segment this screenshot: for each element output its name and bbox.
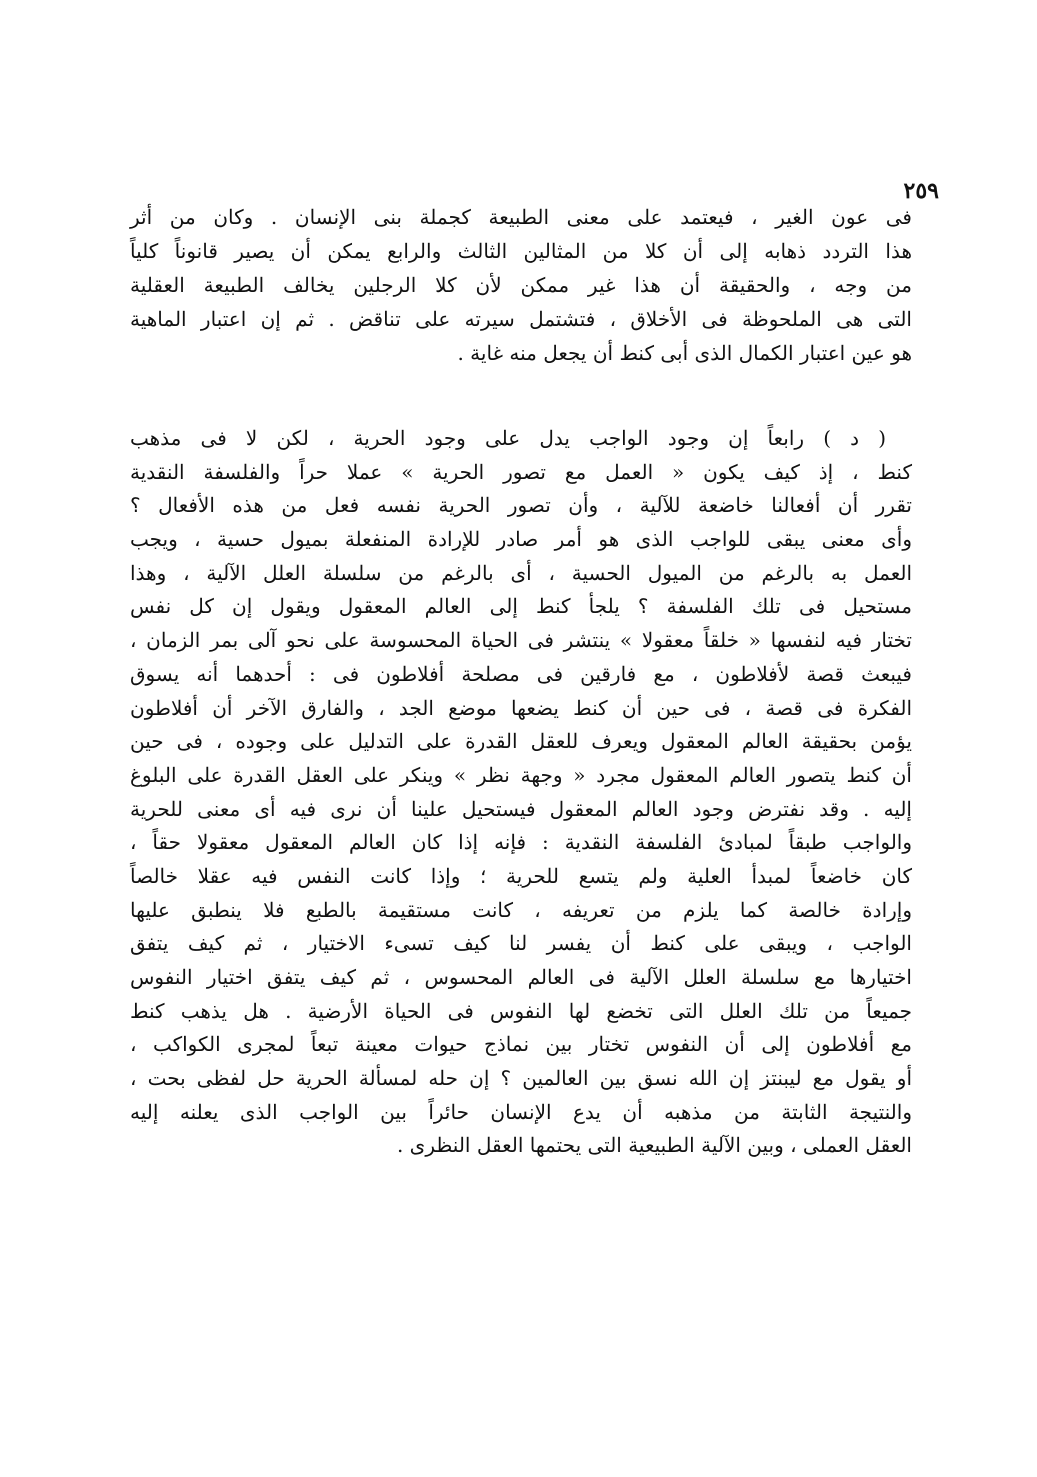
text-line: يؤمن بحقيقة العالم المعقول ويعرف للعقل القدرة على التدليل على وجوده ، فى حين [130, 729, 912, 754]
text-line: تقرر أن أفعالنا خاضعة للآلية ، وأن تصور الحرية نفسه فعل من هذه الأفعال ؟ [130, 493, 912, 518]
text-line: والواجب طبقاً لمبادئ الفلسفة النقدية : فإنه إذا كان العالم المعقول معقولا حقاً ، [130, 830, 912, 855]
text-line: وأى معنى يبقى للواجب الذى هو أمر صادر للإرادة المنفعلة بميول حسية ، ويجب [130, 527, 912, 552]
text-line: العمل به بالرغم من الميول الحسية ، أى بالرغم من سلسلة العلل الآلية ، وهذا [130, 560, 913, 585]
text-line: مستحيل فى تلك الفلسفة ؟ يلجأ كنط إلى العالم المعقول ويقول إن كل نفس [130, 594, 912, 619]
text-line: كنط ، إذ كيف يكون « العمل مع تصور الحرية » عملا حراً والفلسفة النقدية [130, 459, 912, 484]
text-line: ( د ) رابعاً إن وجود الواجب يدل على وجود الحرية ، لكن لا فى مذهب [130, 426, 886, 450]
text-line: التى هى الملحوظة فى الأخلاق ، فتشتمل سيرته على تناقض . ثم إن اعتبار الماهية [130, 307, 912, 331]
text-line: هو عين اعتبار الكمال الذى أبى كنط أن يجعل منه غاية . [457, 341, 912, 365]
paragraph-1 [130, 200, 912, 370]
text-line: الواجب ، ويبقى على كنط أن يفسر لنا كيف تسىء الاختيار ، ثم كيف يتفق [130, 931, 912, 956]
text-line: كان خاضعاً لمبدأ العلية ولم يتسع للحرية ؛ وإذا كانت النفس فيه عقلا خالصاً [130, 863, 912, 888]
text-line: فيبعث قصة لأفلاطون ، مع فارقين فى مصلحة أفلاطون فى : أحدهما أنه يسوق [130, 661, 912, 686]
text-line: أو يقول مع ليبنتز إن الله نسق بين العالمين ؟ إن حله لمسألة الحرية حل لفظى بحت ، [130, 1066, 912, 1091]
text-line: اختيارها مع سلسلة العلل الآلية فى العالم المحسوس ، ثم كيف يتفق اختيار النفوس [130, 965, 912, 989]
text-line: أن كنط يتصور العالم المعقول مجرد « وجهة نظر » وينكر على العقل القدرة على البلوغ [130, 762, 912, 787]
text-line: وإرادة خالصة كما يلزم من تعريفه ، كانت مستقيمة بالطبع فلا ينطبق عليها [130, 897, 912, 922]
text-line: من وجه ، والحقيقة أن هذا غير ممكن لأن كلا الرجلين يخالف الطبيعة العقلية [130, 273, 912, 297]
text-line: الفكرة فى قصة ، فى حين أن كنط يضعها موضع الجد ، والفارق الآخر أن أفلاطون [130, 695, 912, 720]
text-line: فى عون الغير ، فيعتمد على معنى الطبيعة كجملة بنى الإنسان . وكان من أثر [130, 205, 912, 229]
text-line: إليه . وقد نفترض وجود العالم المعقول فيستحيل علينا أن نرى فيه أى معنى للحرية [130, 796, 912, 821]
page-number: ٢٥٩ [903, 178, 939, 204]
text-line: العقل العملى ، وبين الآلية الطبيعية التى يحتمها العقل النظرى . [396, 1133, 912, 1158]
text-line: والنتيجة الثابتة من مذهبه أن يدع الإنسان حائراً بين الواجب الذى يعلنه إليه [130, 1099, 912, 1124]
text-line: مع أفلاطون إلى أن النفوس تختار بين نماذج حيوات معينة تبعاً لمجرى الكواكب ، [130, 1032, 912, 1057]
text-line: تختار فيه لنفسها « خلقاً معقولا » ينتشر فى الحياة المحسوسة على نحو آلى بمر الزمان ، [130, 628, 912, 653]
paragraph-2 [130, 422, 912, 1163]
text-line: جميعاً من تلك العلل التى تخضع لها النفوس فى الحياة الأرضية . هل يذهب كنط [130, 998, 912, 1023]
text-line: هذا التردد ذهابه إلى أن كلا من المثالين الثالث والرابع يمكن أن يصير قانوناً كلياً [130, 239, 912, 263]
